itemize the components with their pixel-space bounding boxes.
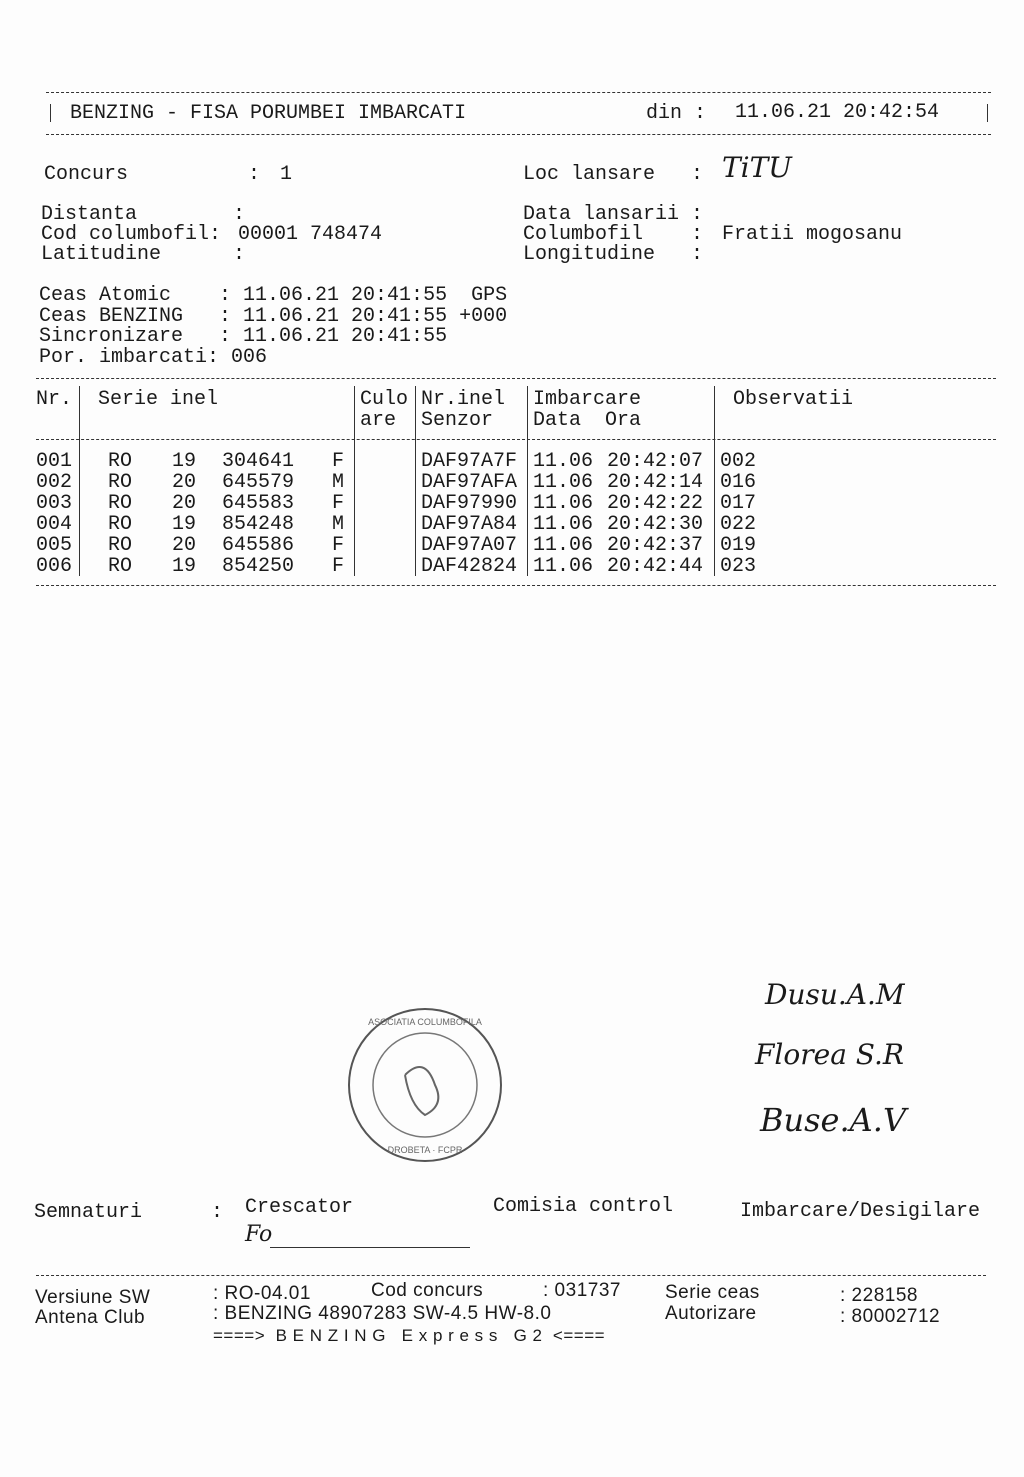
cell-data: 11.06 (533, 555, 594, 578)
document-title: BENZING - FISA PORUMBEI IMBARCATI (70, 102, 467, 125)
cell-senzor: DAF42824 (421, 555, 518, 578)
cell-inel: 854250 (222, 555, 295, 578)
cell-an: 20 (172, 471, 197, 494)
crescator-label: Crescator (245, 1196, 354, 1219)
cell-nr: 005 (36, 534, 73, 557)
cell-data: 11.06 (533, 450, 594, 473)
cell-tara: RO (108, 534, 133, 557)
col-nr-inel: Nr.inel (421, 388, 506, 411)
cell-inel: 854248 (222, 513, 295, 536)
cell-inel: 304641 (222, 450, 295, 473)
comisia-label: Comisia control (493, 1195, 674, 1218)
loc-lansare-value: TiTU (722, 151, 792, 184)
col-imbarcare: Imbarcare (533, 388, 642, 411)
cell-nr: 004 (36, 513, 73, 536)
cell-data: 11.06 (533, 513, 594, 536)
cell-data: 11.06 (533, 471, 594, 494)
cell-sex: F (332, 555, 345, 578)
loc-lansare-label: Loc lansare : (523, 163, 704, 186)
distanta-label: Distanta : (41, 203, 246, 226)
club-stamp (345, 1005, 505, 1165)
data-lansarii-label: Data lansarii : (523, 203, 704, 226)
din-label: din : (646, 102, 707, 125)
serie-ceas-label: Serie ceas (665, 1282, 760, 1303)
cell-obs: 023 (720, 555, 757, 578)
cell-tara: RO (108, 513, 133, 536)
signature-line (270, 1247, 470, 1248)
cell-inel: 645586 (222, 534, 295, 557)
cod-concurs-label: Cod concurs (371, 1280, 484, 1301)
cell-ora: 20:42:22 (607, 492, 704, 515)
cod-columbofil-label: Cod columbofil: (41, 223, 234, 246)
column-rule (79, 386, 80, 576)
antena-value: : BENZING 48907283 SW-4.5 HW-8.0 (213, 1303, 552, 1324)
versiune-label: Versiune SW (35, 1287, 151, 1308)
col-senzor: Senzor (421, 409, 494, 432)
col-nr: Nr. (36, 388, 73, 411)
column-rule (354, 386, 355, 576)
longitudine-label: Longitudine : (523, 243, 704, 266)
column-rule (527, 386, 528, 576)
cell-obs: 017 (720, 492, 757, 515)
cell-obs: 016 (720, 471, 757, 494)
table-header-border (36, 439, 996, 440)
divider (987, 104, 988, 122)
cell-inel: 645579 (222, 471, 295, 494)
antena-label: Antena Club (35, 1307, 146, 1328)
columbofil-value: Fratii mogosanu (722, 223, 903, 246)
divider (46, 92, 991, 93)
cell-sex: M (332, 471, 345, 494)
column-rule (714, 386, 715, 576)
ceas-benzing: Ceas BENZING : 11.06.21 20:41:55 +000 (39, 305, 508, 328)
cell-an: 19 (172, 513, 197, 536)
col-culoare: Culo (360, 388, 409, 411)
cell-data: 11.06 (533, 534, 594, 557)
cell-senzor: DAF97990 (421, 492, 518, 515)
cell-tara: RO (108, 471, 133, 494)
colon: : (211, 1201, 224, 1224)
signature-3: Buse.A.V (760, 1101, 907, 1139)
signature-1: Dusu.A.M (765, 978, 905, 1011)
semnaturi-label: Semnaturi (34, 1201, 143, 1224)
columbofil-label: Columbofil : (523, 223, 716, 246)
cell-tara: RO (108, 492, 133, 515)
cell-senzor: DAF97A84 (421, 513, 518, 536)
svg-text:DROBETA · FCPR: DROBETA · FCPR (387, 1145, 463, 1155)
cell-nr: 002 (36, 471, 73, 494)
print-datetime: 11.06.21 20:42:54 (735, 101, 940, 124)
cell-inel: 645583 (222, 492, 295, 515)
concurs-label: Concurs : (44, 163, 273, 186)
cell-an: 19 (172, 450, 197, 473)
cell-an: 20 (172, 534, 197, 557)
serie-ceas-value: : 228158 (840, 1285, 918, 1306)
porumbei-imbarcati: Por. imbarcati: 006 (39, 346, 268, 369)
versiune-value: : RO-04.01 (213, 1283, 311, 1304)
col-data-ora: Data Ora (533, 409, 642, 432)
cod-columbofil-value: 00001 748474 (238, 223, 383, 246)
cell-an: 19 (172, 555, 197, 578)
cell-nr: 001 (36, 450, 73, 473)
cell-sex: F (332, 450, 345, 473)
table-top-border (36, 378, 996, 379)
signature-2: Florea S.R (755, 1038, 904, 1071)
cell-ora: 20:42:44 (607, 555, 704, 578)
cell-sex: F (332, 492, 345, 515)
cell-ora: 20:42:07 (607, 450, 704, 473)
col-serie-inel: Serie inel (98, 388, 219, 411)
divider (50, 104, 51, 122)
col-observatii: Observatii (733, 388, 854, 411)
latitudine-label: Latitudine : (41, 243, 246, 266)
cell-sex: M (332, 513, 345, 536)
table-bottom-border (36, 585, 996, 586)
divider (46, 134, 991, 135)
column-rule (415, 386, 416, 576)
cell-nr: 006 (36, 555, 73, 578)
cell-ora: 20:42:30 (607, 513, 704, 536)
cell-an: 20 (172, 492, 197, 515)
cell-senzor: DAF97A7F (421, 450, 518, 473)
autorizare-label: Autorizare (665, 1303, 757, 1324)
cell-obs: 019 (720, 534, 757, 557)
ceas-atomic: Ceas Atomic : 11.06.21 20:41:55 GPS (39, 284, 508, 307)
divider (36, 1275, 986, 1276)
cell-senzor: DAF97A07 (421, 534, 518, 557)
cell-ora: 20:42:14 (607, 471, 704, 494)
cell-obs: 002 (720, 450, 757, 473)
concurs-value: 1 (280, 163, 293, 186)
benzing-banner: ====> B E N Z I N G E x p r e s s G 2 <==== (213, 1326, 606, 1345)
col-culoare-2: are (360, 409, 397, 432)
sincronizare: Sincronizare : 11.06.21 20:41:55 (39, 325, 448, 348)
svg-text:ASOCIATIA COLUMBOFILA: ASOCIATIA COLUMBOFILA (368, 1017, 482, 1027)
crescator-signature: Fo (245, 1222, 273, 1247)
cell-nr: 003 (36, 492, 73, 515)
cell-data: 11.06 (533, 492, 594, 515)
cod-concurs-value: : 031737 (543, 1280, 621, 1301)
cell-obs: 022 (720, 513, 757, 536)
imbarcare-label: Imbarcare/Desigilare (740, 1200, 981, 1223)
cell-tara: RO (108, 450, 133, 473)
cell-sex: F (332, 534, 345, 557)
cell-senzor: DAF97AFA (421, 471, 518, 494)
autorizare-value: : 80002712 (840, 1306, 941, 1327)
cell-ora: 20:42:37 (607, 534, 704, 557)
cell-tara: RO (108, 555, 133, 578)
